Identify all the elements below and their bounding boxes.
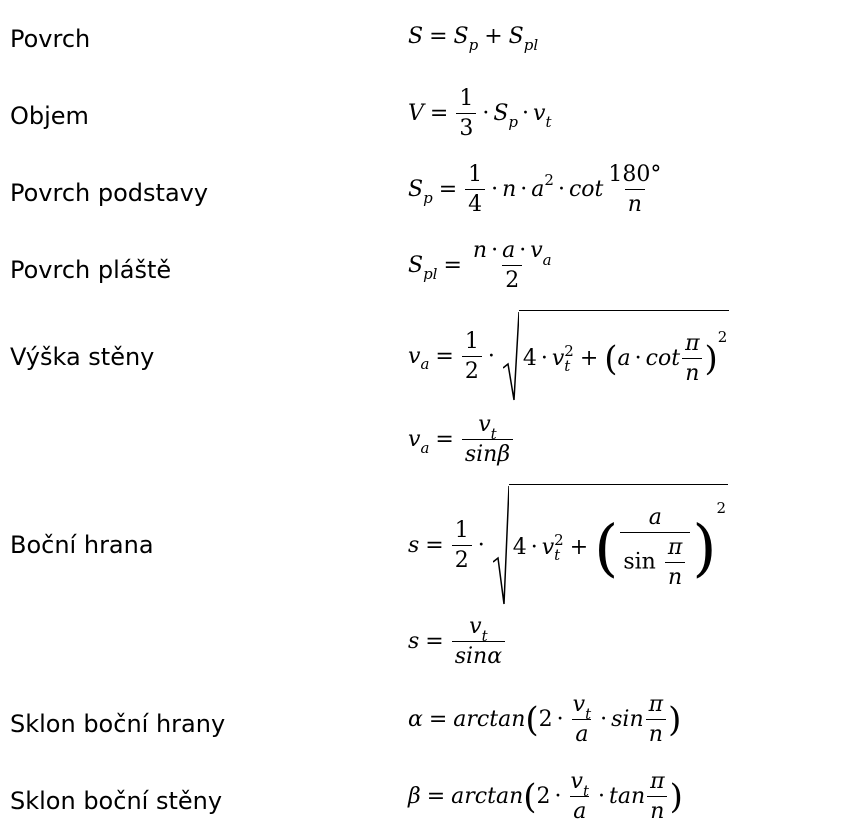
square-root: 4 · v 2 t + ( a · cot $\frac{\pi}{n}$ ) 2 <box>503 310 730 402</box>
formula-sklon-bocni-steny: β = arctan ( 2 · $\frac{v_t}{a}$ · tan $\frac{\pi}{n}$ ) <box>408 769 683 824</box>
fraction: $\frac{1}{2}$ <box>462 329 482 384</box>
label-bocni-hrana: Boční hrana <box>10 531 154 559</box>
formula-vyska-steny-2: v a = $\frac{v_t}{\sin\beta}$ <box>408 412 515 467</box>
label-objem: Objem <box>10 102 89 130</box>
label-vyska-steny: Výška stěny <box>10 343 155 371</box>
label-povrch: Povrch <box>10 25 91 53</box>
square-root: 4 · v 2 t + ( a sin $\frac{\pi}{n}$ ) 2 <box>493 484 728 606</box>
formula-povrch: S = S p + S pl <box>408 24 539 54</box>
fraction: a sin $\frac{\pi}{n}$ <box>620 505 690 590</box>
label-povrch-podstavy: Povrch podstavy <box>10 179 209 207</box>
formula-bocni-hrana-2: s = $\frac{v_t}{\sin\alpha}$ <box>408 614 507 669</box>
fraction: $\frac{v_t}{\sin\beta}$ <box>462 412 513 467</box>
label-povrch-plaste: Povrch pláště <box>10 256 172 284</box>
formula-bocni-hrana-1: s = $\frac{1}{2}$ · 4 · v 2 t + ( a sin $\frac{\pi}{n}$ ) 2 <box>408 484 728 606</box>
fraction: $\frac{v_t}{a}$ <box>570 769 589 824</box>
fraction: $\frac{\pi}{n}$ <box>682 331 702 386</box>
formula-sklon-bocni-hrany: α = arctan ( 2 · $\frac{v_t}{a}$ · sin $\frac{\pi}{n}$ ) <box>408 692 682 747</box>
formula-vyska-steny-1: v a = $\frac{1}{2}$ · 4 · v 2 t + ( a · cot $\frac{\pi}{n}$ ) 2 <box>408 310 729 402</box>
fraction: $\frac{v_t}{a}$ <box>572 692 592 747</box>
fraction: $\frac{n \cdot a \cdot v_a}{2}$ <box>472 238 552 293</box>
fraction: $\frac{\pi}{n}$ <box>647 769 667 824</box>
formula-povrch-plaste: S pl = $\frac{n \cdot a \cdot v_a}{2}$ <box>408 238 557 293</box>
fraction: $\frac{\pi}{n}$ <box>646 692 666 747</box>
fraction: $\frac{1}{2}$ <box>452 518 472 573</box>
formula-povrch-podstavy: S p = $\frac{1}{4}$ · n · a 2 · cot $\frac{180^\circ}{n}$ <box>408 162 666 217</box>
fraction: $\frac{180^\circ}{n}$ <box>608 162 662 217</box>
label-sklon-bocni-hrany: Sklon boční hrany <box>10 710 226 738</box>
fraction: $\frac{v_t}{\sin\alpha}$ <box>452 614 505 669</box>
fraction: $\frac{1}{3}$ <box>456 86 476 141</box>
label-sklon-bocni-steny: Sklon boční stěny <box>10 787 223 815</box>
formula-objem: V = $\frac{1}{3}$ · S p · v t <box>408 86 552 141</box>
fraction: $\frac{1}{4}$ <box>465 162 485 217</box>
